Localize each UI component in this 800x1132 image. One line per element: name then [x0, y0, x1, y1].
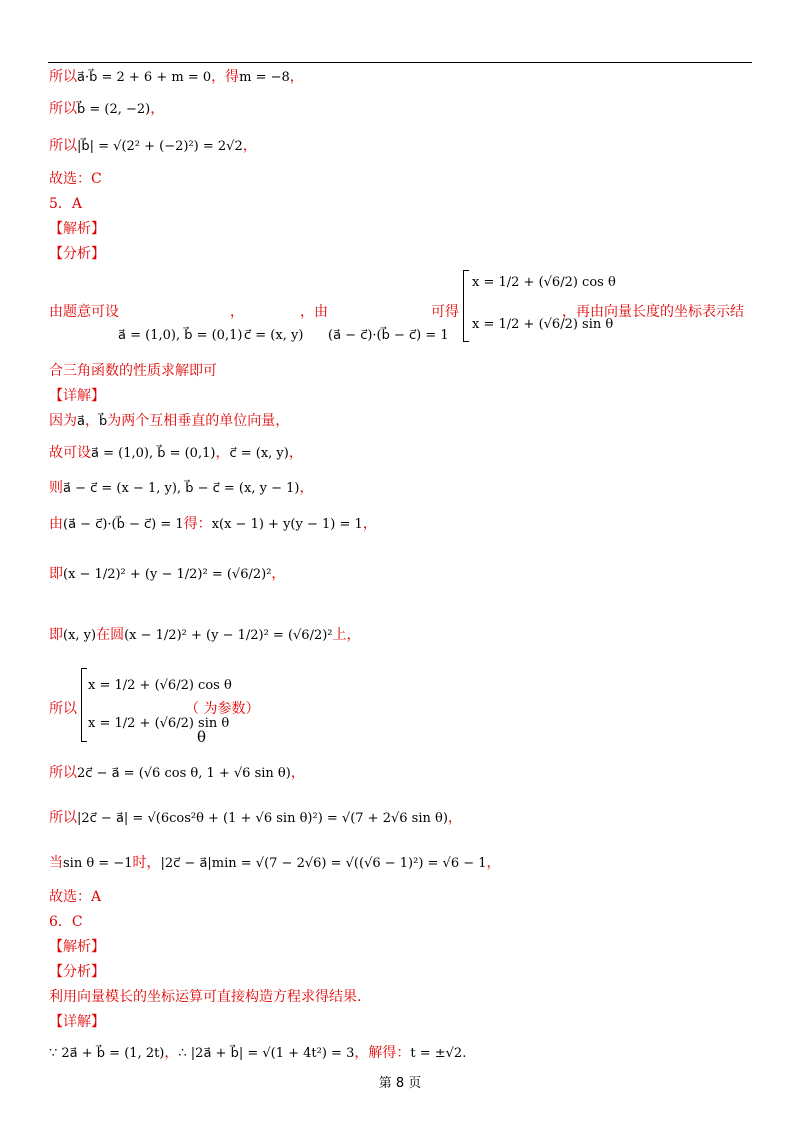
text: 故可设 — [49, 445, 91, 461]
formula: |2c⃗ − a⃗| = √(6cos²θ + (1 + √6 sin θ)²) = √(7 + 2√6 sin θ) — [77, 811, 448, 826]
text: （ 为参数） — [185, 701, 260, 717]
text: 所以 — [49, 810, 77, 826]
text: ， — [362, 516, 377, 532]
solution-line — [49, 66, 304, 86]
text: 为两个互相垂直的单位向量， — [107, 413, 290, 429]
formula: (a⃗ − c⃗)·(b⃗ − c⃗) = 1 — [63, 517, 184, 532]
text: 得： — [183, 516, 212, 532]
solution-line — [49, 762, 305, 782]
solution-line — [49, 563, 285, 583]
question-number: 5．A — [49, 196, 83, 212]
formula: ∵ 2a⃗ + b⃗ = (1, 2t) — [49, 1046, 165, 1061]
brace — [81, 668, 87, 742]
solution-line — [49, 135, 257, 155]
formula: a⃗ — [77, 414, 85, 429]
formula: m = −8 — [239, 70, 290, 85]
text: ， — [230, 304, 244, 320]
text: ， — [271, 566, 286, 582]
text: 则 — [49, 480, 63, 496]
solution-line — [49, 477, 313, 497]
solution-line — [49, 410, 289, 430]
solution-line — [49, 624, 361, 644]
text: 当 — [49, 855, 63, 871]
text: ， — [447, 810, 462, 826]
formula: |2c⃗ − a⃗|min = √(7 − 2√6) = √((√6 − 1)²) = √6 − 1 — [160, 856, 487, 871]
text: ， — [164, 1045, 179, 1061]
text: ，解得： — [354, 1045, 411, 1061]
formula: t = ±√2 — [410, 1046, 463, 1061]
solution-line — [49, 1042, 466, 1062]
text: ， — [242, 138, 257, 154]
formula: ∴ |2a⃗ + b⃗| = √(1 + 4t²) = 3 — [178, 1046, 355, 1061]
formula: a⃗ = (1,0), b⃗ = (0,1) — [118, 328, 243, 343]
text: 所以 — [49, 701, 77, 717]
text: 利用向量模长的坐标运算可直接构造方程求得结果. — [49, 989, 362, 1005]
answer-choice: 故选：A — [49, 889, 102, 905]
formula: c⃗ = (x, y) — [229, 446, 289, 461]
text: ， — [150, 101, 165, 117]
text: ， — [288, 445, 303, 461]
text: 所以 — [49, 69, 77, 85]
formula: (x, y) — [63, 628, 97, 643]
section-heading: 【分析】 — [49, 246, 105, 262]
brace — [463, 270, 469, 342]
text: 由 — [49, 516, 63, 532]
formula: . — [462, 1046, 467, 1061]
text: 时， — [132, 855, 161, 871]
text: ， — [486, 855, 501, 871]
formula: x = 1/2 + (√6/2) cos θ — [472, 275, 616, 290]
text: ，得 — [211, 69, 240, 85]
text: ， — [290, 765, 305, 781]
solution-line — [49, 442, 303, 462]
formula: sin θ = −1 — [63, 856, 133, 871]
formula: (x − 1/2)² + (y − 1/2)² = (√6/2)² — [63, 567, 272, 582]
text: ， — [84, 413, 99, 429]
text: ，由 — [300, 304, 328, 320]
question-number: 6．C — [49, 914, 83, 930]
text: 上， — [332, 627, 361, 643]
formula: c⃗ = (x, y) — [244, 328, 304, 343]
text: 在圆 — [96, 627, 125, 643]
formula: x(x − 1) + y(y − 1) = 1 — [211, 517, 363, 532]
text: 合三角函数的性质求解即可 — [49, 363, 217, 379]
formula: |b⃗| = √(2² + (−2)²) = 2√2 — [77, 139, 243, 154]
formula: x = 1/2 + (√6/2) sin θ — [88, 716, 230, 731]
section-heading: 【解析】 — [49, 939, 105, 955]
section-heading: 【分析】 — [49, 964, 105, 980]
formula: a⃗ = (1,0), b⃗ = (0,1) — [91, 446, 216, 461]
text: ，再由向量长度的坐标表示结 — [562, 304, 744, 320]
header-rule — [48, 62, 752, 63]
formula: a⃗ − c⃗ = (x − 1, y), b⃗ − c⃗ = (x, y − 1) — [63, 481, 300, 496]
text: ， — [299, 480, 314, 496]
text: 可得 — [431, 304, 459, 320]
text: 因为 — [49, 413, 77, 429]
formula: 2c⃗ − a⃗ = (√6 cos θ, 1 + √6 sin θ) — [77, 766, 291, 781]
text: 即 — [49, 627, 63, 643]
text: ， — [215, 445, 230, 461]
answer-choice: 故选：C — [49, 171, 102, 187]
text: 即 — [49, 566, 63, 582]
section-heading: 【详解】 — [49, 1014, 105, 1030]
text: 所以 — [49, 765, 77, 781]
text: 所以 — [49, 101, 77, 117]
formula: (x − 1/2)² + (y − 1/2)² = (√6/2)² — [124, 628, 333, 643]
section-heading: 【详解】 — [49, 388, 105, 404]
solution-line — [49, 807, 462, 827]
formula: b⃗ — [98, 414, 108, 429]
formula: x = 1/2 + (√6/2) sin θ — [472, 317, 614, 332]
solution-line — [49, 513, 377, 533]
formula: θ — [197, 728, 207, 746]
text: 所以 — [49, 138, 77, 154]
section-heading: 【解析】 — [49, 221, 105, 237]
solution-line — [49, 98, 164, 118]
solution-line — [49, 852, 501, 872]
page-number: 第 8 页 — [378, 1076, 422, 1091]
text: ， — [289, 69, 304, 85]
text: 由题意可设 — [49, 304, 119, 320]
formula: b⃗ = (2, −2) — [77, 102, 151, 117]
formula: a⃗·b⃗ = 2 + 6 + m = 0 — [77, 70, 212, 85]
formula: x = 1/2 + (√6/2) cos θ — [88, 678, 232, 693]
formula: (a⃗ − c⃗)·(b⃗ − c⃗) = 1 — [328, 328, 449, 343]
